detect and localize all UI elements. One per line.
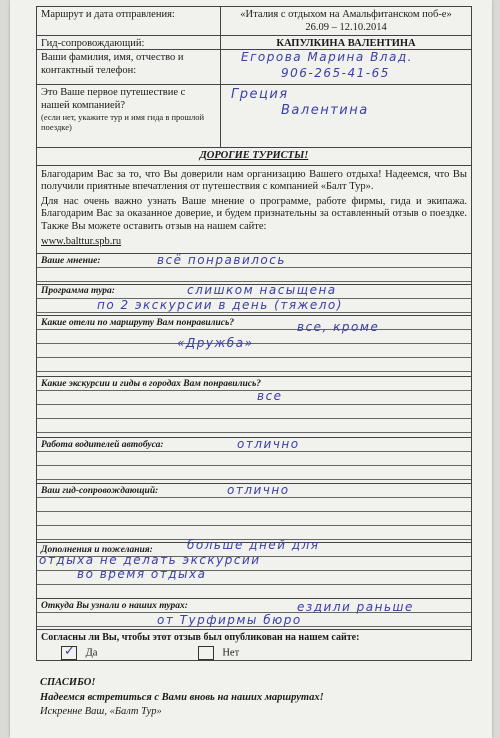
intro-paragraph-1: Благодарим Вас за то, что Вы доверили нам организацию Вашего отдыха! Надеемся, что Вы получили приятные впечатления от путешествия с компанией «Балт Тур».	[41, 168, 467, 193]
program-answer-1: слишком насыщена	[187, 283, 337, 298]
wishes-answer-1: больше дней для	[187, 538, 320, 553]
hotels-answer-1: все, кроме	[297, 320, 380, 335]
guide-work-answer: отлично	[227, 483, 290, 498]
source-label: Откуда Вы узнали о наших турах:	[41, 601, 188, 612]
wishes-answer-3: во время отдыха	[77, 567, 207, 582]
wishes-question	[36, 538, 472, 598]
opinion-label: Ваше мнение:	[41, 256, 101, 267]
intro-text	[36, 165, 472, 254]
yes-checkbox[interactable]	[61, 643, 77, 660]
guide-value: КАПУЛКИНА ВАЛЕНТИНА	[276, 38, 416, 49]
consent-row	[36, 629, 472, 661]
source-answer-2: от Турфирмы бюро	[157, 613, 302, 628]
hotels-label: Какие отели по маршруту Вам понравились?	[41, 318, 235, 329]
checkmark-icon: ✓	[64, 643, 75, 659]
route-label: Маршрут и дата отправления:	[37, 7, 221, 35]
consent-options	[41, 643, 467, 660]
contact-value	[221, 50, 471, 84]
route-value	[221, 7, 471, 35]
route-name: «Италия с отдыхом на Амальфитанском поб-е»	[240, 9, 452, 20]
footer-sign: Искренне Ваш, «Балт Тур»	[40, 706, 162, 718]
excursions-label: Какие экскурсии и гиды в городах Вам понравились?	[41, 379, 262, 390]
guide-work-question	[36, 483, 472, 542]
drivers-answer: отлично	[237, 437, 300, 452]
excursions-question	[36, 376, 472, 437]
wishes-label: Дополнения и пожелания:	[41, 545, 153, 556]
first-trip-row	[36, 84, 472, 147]
hotels-answer-2: «Дружба»	[177, 336, 254, 351]
first-trip-value	[221, 85, 471, 147]
footer-thanks: СПАСИБО!	[40, 677, 96, 689]
intro-paragraph-2: Для нас очень важно узнать Ваше мнение о программе, работе фирмы, гида и экипажа. Благодарим Вас за оказанное доверие, и будем признательны за оставленный отзыв о поездке. Также Вы можете оставить отзыв на нашем сайте:	[41, 195, 467, 232]
site-url: www.balttur.spb.ru	[41, 235, 122, 247]
contact-phone: 906-265-41-65	[281, 66, 390, 80]
first-trip-tour: Греция	[231, 87, 289, 102]
route-dates: 26.09 – 12.10.2014	[305, 21, 387, 33]
hotels-question	[36, 315, 472, 376]
contact-label: Ваши фамилия, имя, отчество и контактный телефон:	[37, 50, 221, 84]
first-trip-guide: Валентина	[281, 103, 369, 118]
footer	[36, 677, 472, 719]
first-trip-label-box	[37, 85, 221, 147]
excursions-answer: все	[257, 389, 283, 404]
section-heading: ДОРОГИЕ ТУРИСТЫ!	[36, 147, 472, 165]
guide-label: Гид-сопровождающий:	[37, 36, 221, 49]
first-trip-label: Это Ваше первое путешествие с нашей компанией?	[41, 87, 186, 111]
guide-work-label: Ваш гид-сопровождающий:	[41, 486, 159, 497]
contact-row	[36, 49, 472, 84]
contact-name: Егорова Марина Влад.	[241, 50, 413, 64]
yes-label: Да	[85, 647, 98, 659]
drivers-label: Работа водителей автобуса:	[41, 440, 164, 451]
wishes-answer-2: отдыха не делать экскурсии	[39, 553, 261, 568]
drivers-question	[36, 437, 472, 483]
guide-row	[36, 35, 472, 49]
feedback-form	[36, 6, 472, 721]
program-label: Программа тура:	[41, 286, 115, 297]
opinion-question	[36, 253, 472, 284]
source-answer-1: ездили раньше	[297, 600, 414, 615]
first-trip-note: (если нет, укажите тур и имя гида в прошлой поездке)	[41, 112, 205, 133]
opinion-answer: всё понравилось	[157, 253, 286, 268]
program-answer-2: по 2 экскурсии в день (тяжело)	[97, 298, 343, 313]
paper-sheet	[10, 0, 492, 738]
program-question	[36, 284, 472, 315]
no-label: Нет	[222, 647, 240, 659]
consent-label: Согласны ли Вы, чтобы этот отзыв был опубликован на нашем сайте:	[41, 632, 360, 644]
no-checkbox[interactable]	[198, 646, 214, 660]
footer-hope: Надеемся встретиться с Вами вновь на наших маршрутах!	[40, 691, 324, 703]
source-question	[36, 598, 472, 629]
route-row	[36, 6, 472, 35]
